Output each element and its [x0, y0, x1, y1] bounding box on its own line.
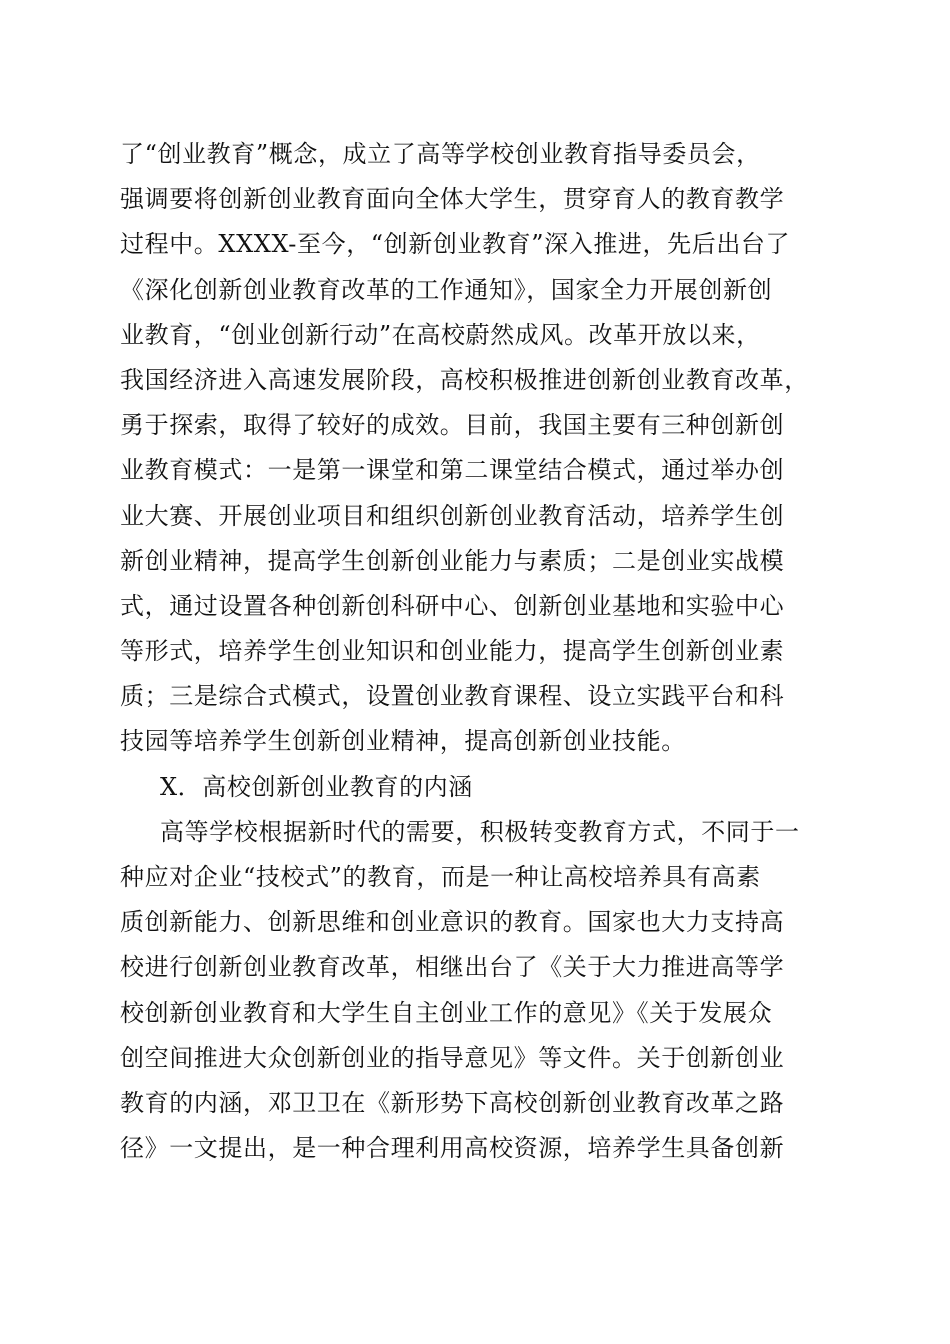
paragraph-line: 过程中。XXXX-至今，“创新创业教育”深入推进，先后出台了 — [120, 230, 791, 259]
paragraph-line: 了“创业教育”概念，成立了高等学校创业教育指导委员会， — [120, 140, 761, 168]
paragraph-line: 质创新能力、创新思维和创业意识的教育。国家也大力支持高 — [120, 908, 785, 937]
paragraph-line: 校创新创业教育和大学生自主创业工作的意见》《关于发展众 — [120, 998, 773, 1027]
paragraph-line: 业教育，“创业创新行动”在高校蔚然成风。改革开放以来， — [120, 320, 761, 349]
section-heading: X．高校创新创业教育的内涵 — [160, 772, 473, 801]
paragraph-line: 种应对企业“技校式”的教育，而是一种让高校培养具有高素 — [120, 863, 761, 891]
paragraph-line: 技园等培养学生创新创业精神，提高创新创业技能。 — [120, 727, 686, 756]
paragraph-line: 勇于探索，取得了较好的成效。目前，我国主要有三种创新创 — [120, 411, 785, 440]
body-text — [120, 132, 840, 1171]
paragraph-line: 等形式，培养学生创业知识和创业能力，提高学生创新创业素 — [120, 637, 785, 666]
paragraph-line: 新创业精神，提高学生创新创业能力与素质；二是创业实战模 — [120, 546, 785, 575]
paragraph-line: 创空间推进大众创新创业的指导意见》等文件。关于创新创业 — [120, 1043, 785, 1072]
paragraph-line: 《深化创新创业教育改革的工作通知》，国家全力开展创新创 — [120, 275, 773, 304]
paragraph-line: 强调要将创新创业教育面向全体大学生，贯穿育人的教育教学 — [120, 185, 785, 214]
paragraph-line: 我国经济进入高速发展阶段，高校积极推进创新创业教育改革， — [120, 365, 809, 394]
paragraph-line: 业教育模式：一是第一课堂和第二课堂结合模式，通过举办创 — [120, 456, 785, 485]
paragraph-line: 校进行创新创业教育改革，相继出台了《关于大力推进高等学 — [120, 953, 785, 982]
paragraph-line: 质；三是综合式模式，设置创业教育课程、设立实践平台和科 — [120, 682, 785, 711]
paragraph-line: 业大赛、开展创业项目和组织创新创业教育活动，培养学生创 — [120, 501, 785, 530]
paragraph-line: 教育的内涵，邓卫卫在《新形势下高校创新创业教育改革之路 — [120, 1088, 785, 1117]
paragraph-line: 高等学校根据新时代的需要，积极转变教育方式，不同于一 — [160, 817, 800, 846]
paragraph-line: 径》一文提出，是一种合理利用高校资源，培养学生具备创新 — [120, 1134, 785, 1163]
paragraph-line: 式，通过设置各种创新创科研中心、创新创业基地和实验中心 — [120, 591, 785, 620]
